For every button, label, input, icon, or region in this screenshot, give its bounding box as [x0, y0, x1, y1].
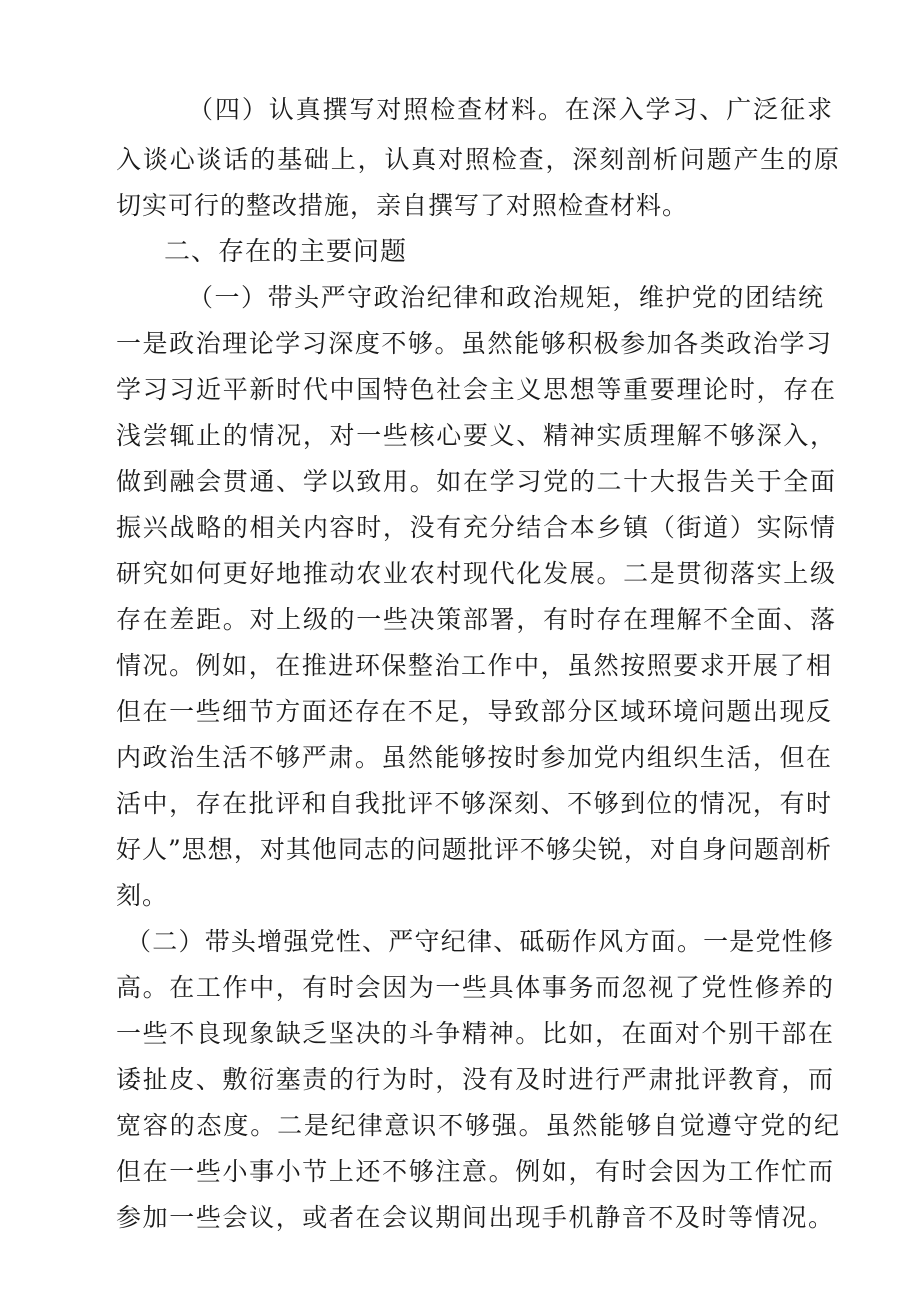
text-line: 一是政治理论学习深度不够。虽然能够积极参加各类政治学习	[116, 329, 832, 358]
text-line: 宽容的态度。二是纪律意识不够强。虽然能够自觉遵守党的纪	[116, 1111, 840, 1140]
text-line: 切实可行的整改措施，亲自撰写了对照检查材料。	[116, 191, 689, 220]
text-line: 存在差距。对上级的一些决策部署，有时存在理解不全面、落	[116, 605, 836, 634]
text-line: （一）带头严守政治纪律和政治规矩，维护党的团结统	[188, 283, 824, 312]
text-line: 高。在工作中，有时会因为一些具体事务而忽视了党性修养的	[116, 973, 834, 1002]
text-line: 活中，存在批评和自我批评不够深刻、不够到位的情况，有时	[116, 789, 832, 818]
text-line: 刻。	[116, 881, 169, 910]
text-line: 做到融会贯通、学以致用。如在学习党的二十大报告关于全面	[116, 467, 836, 496]
text-line: 浅尝辄止的情况，对一些核心要义、精神实质理解不够深入，	[116, 421, 836, 450]
text-line: 好人”思想，对其他同志的问题批评不够尖锐，对自身问题剖析	[116, 835, 832, 864]
text-line: 参加一些会议，或者在会议期间出现手机静音不及时等情况。	[116, 1203, 834, 1232]
text-line: 但在一些小事小节上还不够注意。例如，有时会因为工作忙而	[116, 1157, 834, 1186]
text-line: 振兴战略的相关内容时，没有充分结合本乡镇（街道）实际情	[116, 513, 836, 542]
section-heading: 二、存在的主要问题	[164, 237, 408, 267]
text-line: 学习习近平新时代中国特色社会主义思想等重要理论时，存在	[116, 375, 836, 404]
text-line: 但在一些细节方面还存在不足，导致部分区域环境问题出现反	[116, 697, 832, 726]
text-line: 入谈心谈话的基础上，认真对照检查，深刻剖析问题产生的原	[116, 145, 840, 174]
text-line: 情况。例如，在推进环保整治工作中，虽然按照要求开展了相	[116, 651, 832, 680]
text-line: 研究如何更好地推动农业农村现代化发展。二是贯彻落实上级	[116, 559, 836, 588]
text-line: 内政治生活不够严肃。虽然能够按时参加党内组织生活，但在	[116, 743, 832, 772]
text-line: （四）认真撰写对照检查材料。在深入学习、广泛征求	[188, 95, 833, 124]
text-line: （二）带头增强党性、严守纪律、砥砺作风方面。一是党性修	[126, 927, 834, 956]
text-line: 一些不良现象缺乏坚决的斗争精神。比如，在面对个别干部在	[116, 1019, 834, 1048]
text-line: 诿扯皮、敷衍塞责的行为时，没有及时进行严肃批评教育，而	[116, 1065, 834, 1094]
